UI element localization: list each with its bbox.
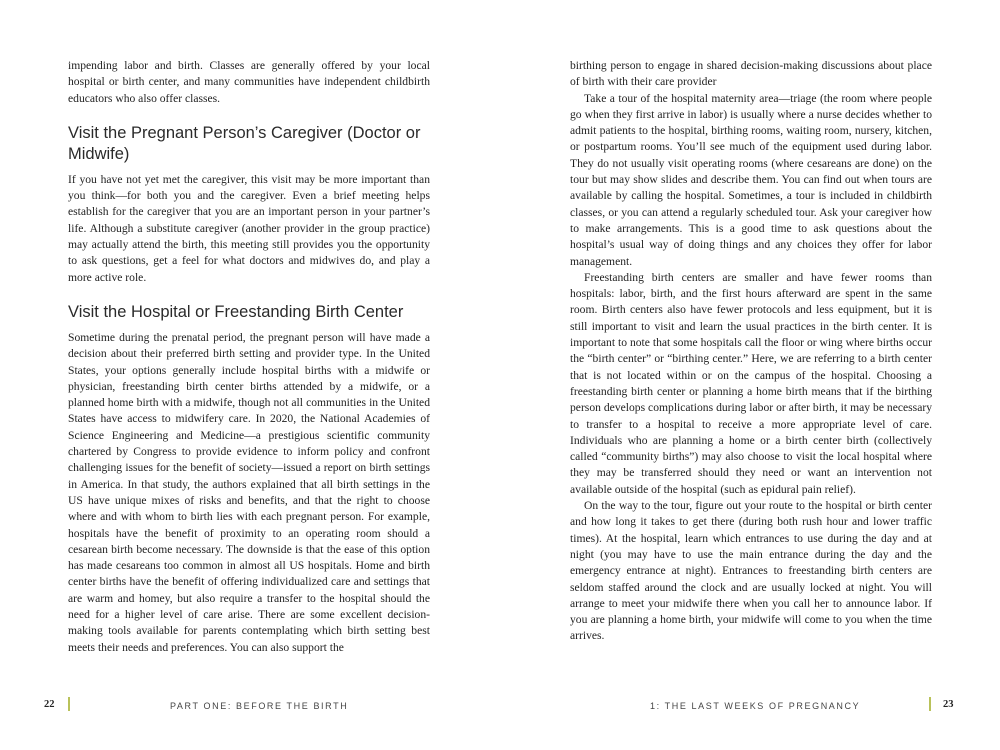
left-paragraph-3: Sometime during the prenatal period, the pregnant person will have made a decision about their preferred birth setting and provider type. In the United States, your options generally include hospital births with a midwife or physician, freestanding birth center births attended by a midwife, or a planned home birth with a midwife, though not all communities in the United States have access to midwifery care. In 2020, the National Academies of Science Engineering and Medicine—a prestigious scientific community chartered by Congress to provide evidence to inform policy and confront challenging issues for the benefit of society—issued a report on birth settings in America. In that study, the authors explained that all birth settings in the US have unique mixes of risks and benefits, and that the right to choose where and with whom to birth lies with each pregnant person. For example, hospitals have the benefit of proximity to an operating room should a cesarean birth become necessary. The downside is that the ease of this option has made cesareans too common in almost all US hospitals. Home and birth center births have the benefit of offering individualized care and settings that are warm and homey, but also require a transfer to the hospital should the need for a higher level of care arise. There are some excellent decision-making tools available for parents contemplating which birth setting best meets their needs and preferences. You can also support the	[68, 330, 430, 654]
right-page	[500, 0, 1000, 750]
right-paragraph-2: Take a tour of the hospital maternity area—triage (the room where people go when they first arrive in labor) is usually where a nurse decides whether to admit patients to the hospital, birthing rooms, waiting room, nursery, kitchen, or postpartum rooms. You’ll see much of the equipment used during labor. They do not usually visit operating rooms (where cesareans are done) on the tour but may show slides and describe them. You can find out when tours are available by calling the hospital. Sometimes, a tour is included in childbirth classes, or you can attend a regularly scheduled tour. Ask your caregiver how to make arrangements. This is a good time to ask questions about the hospital’s usual way of doing things and any choices they offer for labor management.	[570, 91, 932, 268]
left-text-column	[68, 58, 430, 656]
running-footer-left: PART ONE: BEFORE THE BIRTH	[170, 701, 349, 711]
right-paragraph-1: birthing person to engage in shared decision-making discussions about place of birth with their care provider	[570, 59, 932, 89]
left-paragraph-2: If you have not yet met the caregiver, this visit may be more important than you think—for both you and the caregiver. Even a brief meeting helps establish for the caregiver that you are an important person in your partner’s life. Although a substitute caregiver (another provider in the group practice) may actually attend the birth, this meeting still provides you the opportunity to ask questions, get a feel for what doctors and midwives do, and play a more active role.	[68, 172, 430, 284]
right-text-column	[570, 58, 932, 645]
footer-rule-left	[68, 697, 70, 711]
footer-rule-right	[929, 697, 931, 711]
page-number-right: 23	[943, 699, 954, 710]
page-number-left: 22	[44, 699, 55, 710]
running-footer-right: 1: THE LAST WEEKS OF PREGNANCY	[650, 701, 861, 711]
heading-visit-hospital: Visit the Hospital or Freestanding Birth Center	[68, 302, 404, 321]
right-paragraph-3: Freestanding birth centers are smaller and have fewer rooms than hospitals: labor, birth, and the first hours afterward are spent in the same room. Birth centers also have fewer protocols and less equipment, but it is still important to visit and learn the usual practices in the birth center. It is important to note that some hospitals call the floor or wing where births occur the “birth center” or “birthing center.” Here, we are referring to a birth center that is not located within or on the campus of the hospital. Choosing a freestanding birth center or planning a home birth means that if the birthing person develops complications during labor or after birth, it may be necessary to transfer to a hospital to receive a more appropriate level of care. Individuals who are planning a home or a birth center birth (collectively called “community births”) may also choose to visit the local hospital where they may be transferred should they need or want an intervention not available outside of the hospital (such as epidural pain relief).	[570, 270, 932, 496]
heading-visit-caregiver: Visit the Pregnant Person’s Caregiver (Doctor or Midwife)	[68, 123, 421, 163]
right-paragraph-4: On the way to the tour, figure out your route to the hospital or birth center and how long it takes to get there (during both rush hour and lower traffic times). At the hospital, learn which entrances to use during the day and at night (you may have to use the main entrance during the day and the emergency entrance at night). Entrances to freestanding birth centers are seldom staffed around the clock and are usually locked at night. You will arrange to meet your midwife there when you call her to announce labor. If you are planning a home birth, your midwife will come to you when the time arrives.	[570, 499, 932, 643]
left-paragraph-1: impending labor and birth. Classes are generally offered by your local hospital or birth center, and many communities have independent childbirth educators who also offer classes.	[68, 59, 430, 105]
